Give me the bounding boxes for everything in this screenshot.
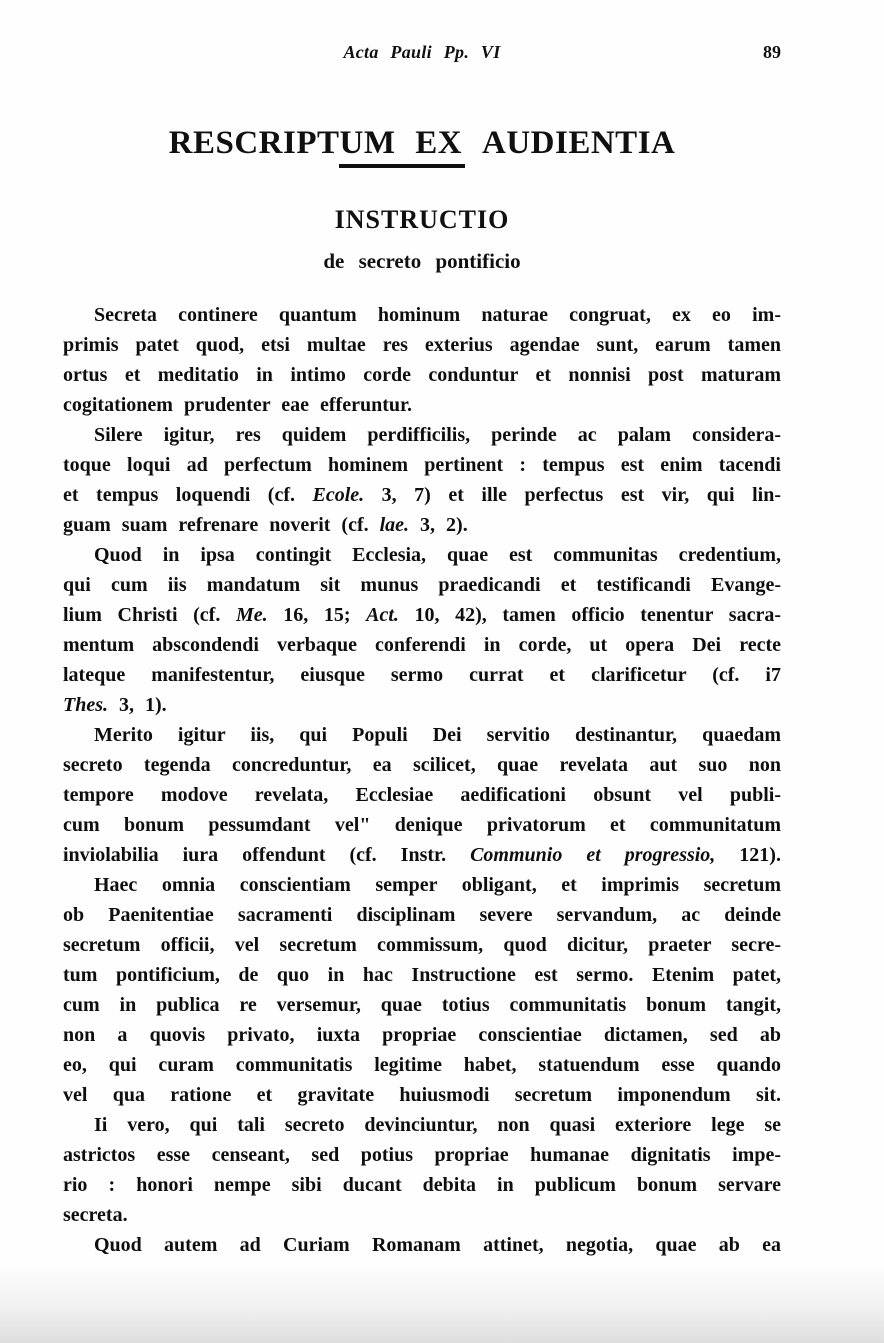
text-line (63, 510, 781, 540)
text-run: toque loqui ad perfectum hominem pertinent : tempus est enim tacendi (63, 454, 781, 476)
text-run: secretum officii, vel secretum commissum, quod dicitur, praeter secre- (63, 934, 781, 956)
text-line (63, 360, 781, 390)
text-run: 3, 2). (409, 514, 468, 536)
italic-citation: Act. (366, 604, 399, 626)
section-heading: INSTRUCTIO (334, 205, 510, 234)
paragraph (63, 1230, 781, 1260)
text-run: Quod in ipsa contingit Ecclesia, quae est communitas credentium, (94, 544, 781, 566)
paragraph (63, 540, 781, 720)
text-run: tum pontificium, de quo in hac Instructione est sermo. Etenim patet, (63, 964, 781, 986)
body-text (63, 300, 781, 1260)
document-title (63, 122, 781, 168)
text-line (63, 1080, 781, 1110)
italic-citation: Me. (235, 604, 268, 626)
text-line (63, 690, 781, 720)
text-run: eo, qui curam communitatis legitime habet, statuendum esse quando (63, 1054, 781, 1076)
text-run: non a quovis privato, iuxta propriae conscientiae dictamen, sed ab (63, 1024, 781, 1046)
title-post: AUDIENTIA (464, 125, 676, 161)
text-run: 16, 15; (267, 604, 367, 626)
text-line (63, 1200, 781, 1230)
text-run: 3, 1). (108, 694, 167, 716)
text-line (63, 600, 781, 630)
italic-citation: Ecole. (312, 484, 365, 506)
italic-citation: lae. (379, 514, 410, 536)
text-run: Haec omnia conscientiam semper obligant, et imprimis secretum (94, 874, 781, 896)
paragraph (63, 720, 781, 870)
text-line (63, 1020, 781, 1050)
text-line (63, 1050, 781, 1080)
text-line (63, 930, 781, 960)
paragraph (63, 300, 781, 420)
text-run: qui cum iis mandatum sit munus praedicandi et testificandi Evange- (63, 574, 781, 596)
italic-citation: Communio et progressio, (470, 844, 716, 866)
text-line (63, 1140, 781, 1170)
text-run: mentum abscondendi verbaque conferendi in corde, ut opera Dei recte (63, 634, 781, 656)
text-line (63, 450, 781, 480)
paragraph (63, 420, 781, 540)
text-run: 121). (715, 844, 781, 866)
text-line (63, 540, 781, 570)
title-underlined-part: UM EX (339, 126, 466, 168)
text-run: cogitationem prudenter eae efferuntur. (63, 394, 413, 416)
text-run: inviolabilia iura offendunt (cf. Instr. (63, 844, 471, 866)
text-run: rio : honori nempe sibi ducant debita in publicum bonum servare (63, 1174, 781, 1196)
text-run: ob Paenitentiae sacramenti disciplinam severe servandum, ac deinde (63, 904, 781, 926)
text-line (63, 660, 781, 690)
text-run: cum in publica re versemur, quae totius communitatis bonum tangit, (63, 994, 781, 1016)
text-run: Silere igitur, res quidem perdifficilis, perinde ac palam considera- (94, 424, 781, 446)
text-line (63, 570, 781, 600)
text-line (63, 1170, 781, 1200)
text-run: primis patet quod, etsi multae res exterius agendae sunt, earum tamen (63, 334, 781, 356)
text-run: Merito igitur iis, qui Populi Dei servitio destinantur, quaedam (94, 724, 781, 746)
text-run: secreto tegenda concreduntur, ea scilicet, quae revelata aut suo non (63, 754, 781, 776)
text-run: lium Christi (cf. (63, 604, 236, 626)
text-line (63, 1230, 781, 1260)
section-subheading: de secreto pontificio (323, 249, 521, 273)
italic-citation: Thes. (63, 694, 108, 716)
text-run: guam suam refrenare noverit (cf. (63, 514, 380, 536)
text-line (63, 840, 781, 870)
text-run: ortus et meditatio in intimo corde conduntur et nonnisi post maturam (63, 364, 781, 386)
text-run: secreta. (63, 1204, 128, 1226)
text-run: et tempus loquendi (cf. (63, 484, 313, 506)
text-line (63, 960, 781, 990)
title-pre: RESCRIPT (168, 125, 340, 161)
text-line (63, 300, 781, 330)
text-run: vel qua ratione et gravitate huiusmodi secretum imponendum sit. (63, 1084, 781, 1106)
text-line (63, 870, 781, 900)
text-line (63, 330, 781, 360)
text-line (63, 990, 781, 1020)
text-line (63, 780, 781, 810)
text-line (63, 810, 781, 840)
text-line (63, 480, 781, 510)
text-run: astrictos esse censeant, sed potius propriae humanae dignitatis impe- (63, 1144, 781, 1166)
text-line (63, 1110, 781, 1140)
text-run: 3, 7) et ille perfectus est vir, qui lin- (364, 484, 781, 506)
text-line (63, 630, 781, 660)
text-line (63, 750, 781, 780)
text-run: cum bonum pessumdant vel" denique privatorum et communitatum (63, 814, 781, 836)
text-run: tempore modove revelata, Ecclesiae aedificationi obsunt vel publi- (63, 784, 781, 806)
text-run: Secreta continere quantum hominum naturae congruat, ex eo im- (94, 304, 781, 326)
text-line (63, 390, 781, 420)
page-number: 89 (763, 42, 781, 62)
paragraph (63, 870, 781, 1110)
text-run: 10, 42), tamen officio tenentur sacra- (398, 604, 781, 626)
text-line (63, 720, 781, 750)
text-run: lateque manifestentur, eiusque sermo currat et clarificetur (cf. i7 (63, 664, 781, 686)
text-run: Quod autem ad Curiam Romanam attinet, negotia, quae ab ea (94, 1234, 781, 1256)
running-header (63, 40, 781, 64)
text-run: Ii vero, qui tali secreto devinciuntur, non quasi exteriore lege se (94, 1114, 781, 1136)
paragraph (63, 1110, 781, 1230)
journal-title: Acta Pauli Pp. VI (343, 42, 501, 62)
text-line (63, 900, 781, 930)
text-line (63, 420, 781, 450)
